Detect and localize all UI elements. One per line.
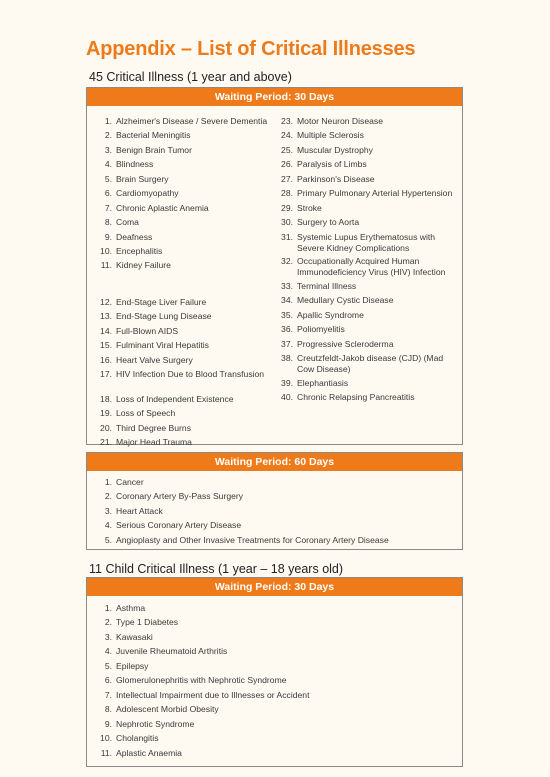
item-number: 15. (100, 340, 112, 350)
item-number: 3. (104, 506, 112, 516)
item-number: 33. (281, 281, 293, 291)
item-number: 10. (100, 246, 112, 256)
page-title: Appendix – List of Critical Illnesses (86, 38, 416, 60)
waiting-period-30-box (86, 87, 463, 445)
list-item (277, 203, 455, 214)
item-number: 1. (104, 116, 112, 126)
item-text: Asthma (116, 603, 146, 613)
item-number: 5. (104, 174, 112, 184)
list-item (96, 661, 456, 672)
item-text: Glomerulonephritis with Nephrotic Syndrome (116, 675, 287, 685)
adult-section-subtitle: 45 Critical Illness (1 year and above) (89, 70, 292, 84)
illness-list-right (87, 106, 462, 442)
item-number: 6. (104, 675, 112, 685)
item-text: HIV Infection Due to Blood Transfusion (116, 369, 265, 379)
item-number: 38. (281, 353, 293, 363)
item-number: 1. (104, 477, 112, 487)
item-text: Epilepsy (116, 661, 149, 671)
item-number: 35. (281, 310, 293, 320)
list-item (96, 704, 456, 715)
item-number: 4. (104, 646, 112, 656)
list-item (277, 295, 455, 306)
item-number: 17. (100, 369, 112, 379)
item-number: 29. (281, 203, 293, 213)
item-text: Angioplasty and Other Invasive Treatments for Coronary Artery Disease (116, 535, 389, 545)
list-item (96, 690, 456, 701)
item-number: 18. (100, 394, 112, 404)
item-text: Juvenile Rheumatoid Arthritis (116, 646, 228, 656)
list-item (277, 392, 455, 403)
list-item (96, 617, 456, 628)
item-text: Creutzfeldt-Jakob disease (CJD) (Mad Cow Disease) (297, 353, 444, 374)
child-waiting-period-30-box (86, 577, 463, 767)
item-number: 5. (104, 535, 112, 545)
list-item (96, 733, 456, 744)
item-number: 9. (104, 232, 112, 242)
item-number: 34. (281, 295, 293, 305)
item-number: 2. (104, 491, 112, 501)
item-number: 40. (281, 392, 293, 402)
child-section-subtitle: 11 Child Critical Illness (1 year – 18 years old) (89, 562, 344, 576)
item-number: 27. (281, 174, 293, 184)
item-number: 8. (104, 217, 112, 227)
list-item (96, 748, 456, 759)
item-text: Aplastic Anaemia (116, 748, 182, 758)
item-number: 10. (100, 733, 112, 743)
item-number: 3. (104, 145, 112, 155)
item-text: Coma (116, 217, 139, 227)
item-text: Encephalitis (116, 246, 163, 256)
item-number: 32. (281, 256, 293, 266)
item-text: End-Stage Liver Failure (116, 297, 207, 307)
item-number: 26. (281, 159, 293, 169)
item-text: Systemic Lupus Erythematosus with Severe Kidney Complications (297, 232, 436, 253)
item-number: 23. (281, 116, 293, 126)
item-number: 7. (104, 690, 112, 700)
item-text: Third Degree Burns (116, 423, 191, 433)
item-number: 25. (281, 145, 293, 155)
list-item (277, 174, 455, 185)
item-number: 20. (100, 423, 112, 433)
item-number: 9. (104, 719, 112, 729)
item-text: Kidney Failure (116, 260, 171, 270)
item-number: 14. (100, 326, 112, 336)
item-text: Occupationally Acquired Human Immunodeficiency Virus (HIV) Infection (297, 256, 446, 277)
item-text: Benign Brain Tumor (116, 145, 192, 155)
list-item (277, 232, 455, 254)
list-item (277, 145, 455, 156)
item-text: Motor Neuron Disease (297, 116, 383, 126)
item-number: 11. (100, 260, 112, 270)
item-text: Paralysis of Limbs (297, 159, 367, 169)
item-text: Deafness (116, 232, 153, 242)
item-number: 31. (281, 232, 293, 242)
item-number: 4. (104, 159, 112, 169)
box-header: Waiting Period: 30 Days (87, 88, 462, 106)
item-text: Elephantiasis (297, 378, 349, 388)
item-text: Heart Valve Surgery (116, 355, 193, 365)
list-item (96, 632, 456, 643)
item-text: Loss of Speech (116, 408, 176, 418)
box-header: Waiting Period: 60 Days (87, 453, 462, 471)
list-item (96, 520, 456, 531)
item-number: 2. (104, 130, 112, 140)
item-text: Cancer (116, 477, 144, 487)
item-text: Cholangitis (116, 733, 159, 743)
item-text: Progressive Scleroderma (297, 339, 394, 349)
item-text: Terminal Illness (297, 281, 357, 291)
item-text: End-Stage Lung Disease (116, 311, 212, 321)
item-number: 37. (281, 339, 293, 349)
item-number: 8. (104, 704, 112, 714)
item-text: Nephrotic Syndrome (116, 719, 195, 729)
item-number: 11. (100, 748, 112, 758)
list-item (277, 217, 455, 228)
item-text: Surgery to Aorta (297, 217, 360, 227)
list-item (277, 130, 455, 141)
item-number: 6. (104, 188, 112, 198)
item-text: Coronary Artery By-Pass Surgery (116, 491, 244, 501)
item-number: 4. (104, 520, 112, 530)
list-item (277, 116, 455, 127)
item-number: 39. (281, 378, 293, 388)
item-number: 19. (100, 408, 112, 418)
item-text: Type 1 Diabetes (116, 617, 179, 627)
item-text: Blindness (116, 159, 154, 169)
item-text: Kawasaki (116, 632, 153, 642)
item-text: Parkinson's Disease (297, 174, 375, 184)
item-number: 21. (100, 437, 112, 447)
list-item (277, 256, 455, 278)
item-number: 16. (100, 355, 112, 365)
item-number: 30. (281, 217, 293, 227)
item-text: Major Head Trauma (116, 437, 192, 447)
item-text: Chronic Relapsing Pancreatitis (297, 392, 415, 402)
illness-list (87, 596, 462, 764)
item-text: Poliomyelitis (297, 324, 345, 334)
item-text: Primary Pulmonary Arterial Hypertension (297, 188, 453, 198)
list-item (277, 324, 455, 335)
list-item (96, 535, 456, 546)
list-item (277, 378, 455, 389)
list-item (96, 477, 456, 488)
item-number: 28. (281, 188, 293, 198)
item-text: Fulminant Viral Hepatitis (116, 340, 209, 350)
item-number: 5. (104, 661, 112, 671)
item-text: Apallic Syndrome (297, 310, 364, 320)
list-item (277, 188, 455, 199)
list-item (96, 719, 456, 730)
item-number: 7. (104, 203, 112, 213)
item-text: Loss of Independent Existence (116, 394, 234, 404)
item-text: Adolescent Morbid Obesity (116, 704, 219, 714)
item-text: Full-Blown AIDS (116, 326, 179, 336)
list-item (96, 675, 456, 686)
item-text: Intellectual Impairment due to Illnesses or Accident (116, 690, 310, 700)
item-number: 3. (104, 632, 112, 642)
list-item (96, 646, 456, 657)
box-header: Waiting Period: 30 Days (87, 578, 462, 596)
item-number: 13. (100, 311, 112, 321)
item-text: Alzheimer's Disease / Severe Dementia (116, 116, 268, 126)
item-text: Brain Surgery (116, 174, 169, 184)
item-text: Stroke (297, 203, 322, 213)
item-text: Muscular Dystrophy (297, 145, 373, 155)
item-number: 24. (281, 130, 293, 140)
item-text: Multiple Sclerosis (297, 130, 364, 140)
list-item (277, 339, 455, 350)
item-number: 1. (104, 603, 112, 613)
item-number: 12. (100, 297, 112, 307)
item-text: Bacterial Meningitis (116, 130, 191, 140)
list-item (277, 310, 455, 321)
list-item (277, 159, 455, 170)
list-item (96, 491, 456, 502)
item-text: Serious Coronary Artery Disease (116, 520, 242, 530)
item-number: 36. (281, 324, 293, 334)
item-text: Chronic Aplastic Anemia (116, 203, 209, 213)
list-item (96, 506, 456, 517)
list-item (277, 281, 455, 292)
item-text: Cardiomyopathy (116, 188, 179, 198)
item-text: Heart Attack (116, 506, 163, 516)
item-number: 2. (104, 617, 112, 627)
illness-list (87, 471, 462, 547)
waiting-period-60-box (86, 452, 463, 550)
item-text: Medullary Cystic Disease (297, 295, 394, 305)
list-item (96, 603, 456, 614)
list-item (277, 353, 455, 375)
